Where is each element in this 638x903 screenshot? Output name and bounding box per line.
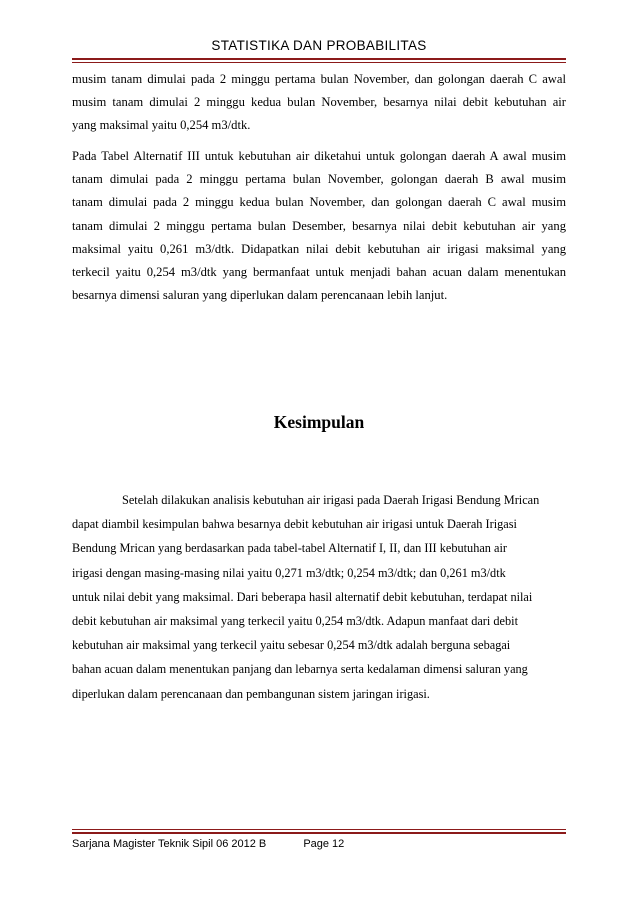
text-line: kebutuhan air maksimal yang terkecil yaitu sebesar 0,254 m3/dtk adalah berguna sebagai xyxy=(72,638,511,653)
text-line: dapat diambil kesimpulan bahwa besarnya debit kebutuhan air irigasi untuk Daerah Irigasi xyxy=(72,517,517,532)
text-line: tanam dimulai pada 2 minggu pertama bulan November, golongan daerah B awal musim xyxy=(72,172,566,187)
page-number: Page 12 xyxy=(303,838,345,850)
text-line: yang maksimal yaitu 0,254 m3/dtk. xyxy=(72,118,251,133)
text-line: maksimal yaitu 0,261 m3/dtk. Didapatkan nilai debit kebutuhan air irigasi maksimal yang xyxy=(72,241,566,256)
page-footer xyxy=(72,838,344,850)
text-line: besarnya dimensi saluran yang diperlukan dalam perencanaan lebih lanjut. xyxy=(72,288,448,303)
text-line: musim tanam dimulai pada 2 minggu pertama bulan November, dan golongan daerah C awal xyxy=(72,72,566,86)
paragraph-alternatif-iii xyxy=(72,145,566,307)
footer-program-label: Sarjana Magister Teknik Sipil 06 2012 B xyxy=(72,838,267,850)
text-line: irigasi dengan masing-masing nilai yaitu 0,271 m3/dtk; 0,254 m3/dtk; dan 0,261 m3/dtk xyxy=(72,565,506,580)
paragraph-kesimpulan xyxy=(72,488,566,706)
header-rule-thick xyxy=(72,58,566,60)
paragraph-alternatif-ii-end xyxy=(72,68,566,138)
text-line: tanam dimulai pada 2 minggu kedua bulan November, dan golongan daerah C awal musim xyxy=(72,195,566,210)
header-rule-thin xyxy=(72,62,566,63)
running-header-title: STATISTIKA DAN PROBABILITAS xyxy=(211,38,427,53)
text-line: Setelah dilakukan analisis kebutuhan air irigasi pada Daerah Irigasi Bendung Mrican xyxy=(122,493,540,507)
text-line: Pada Tabel Alternatif III untuk kebutuhan air diketahui untuk golongan daerah A awal musim xyxy=(72,149,566,163)
text-line: musim tanam dimulai 2 minggu kedua bulan November, besarnya nilai debit kebutuhan air xyxy=(72,95,566,110)
text-line: untuk nilai debit yang maksimal. Dari beberapa hasil alternatif debit kebutuhan, terdapat nilai xyxy=(72,589,533,604)
text-line: tanam dimulai 2 minggu pertama bulan Desember, besarnya nilai debit kebutuhan air yang xyxy=(72,218,566,233)
text-line: diperlukan dalam perencanaan dan pembangunan sistem jaringan irigasi. xyxy=(72,686,430,701)
text-line: bahan acuan dalam menentukan panjang dan lebarnya serta kedalaman dimensi saluran yang xyxy=(72,662,528,677)
section-heading-kesimpulan: Kesimpulan xyxy=(273,412,365,432)
text-line: terkecil yaitu 0,254 m3/dtk yang bermanfaat untuk menjadi bahan acuan dalam menentukan xyxy=(72,265,566,280)
footer-rule-thin xyxy=(72,829,566,830)
text-line: Bendung Mrican yang berdasarkan pada tabel-tabel Alternatif I, II, dan III kebutuhan air xyxy=(72,541,507,556)
text-line: debit kebutuhan air maksimal yang terkecil yaitu 0,254 m3/dtk. Adapun manfaat dari debit xyxy=(72,614,518,629)
footer-rule-thick xyxy=(72,832,566,834)
